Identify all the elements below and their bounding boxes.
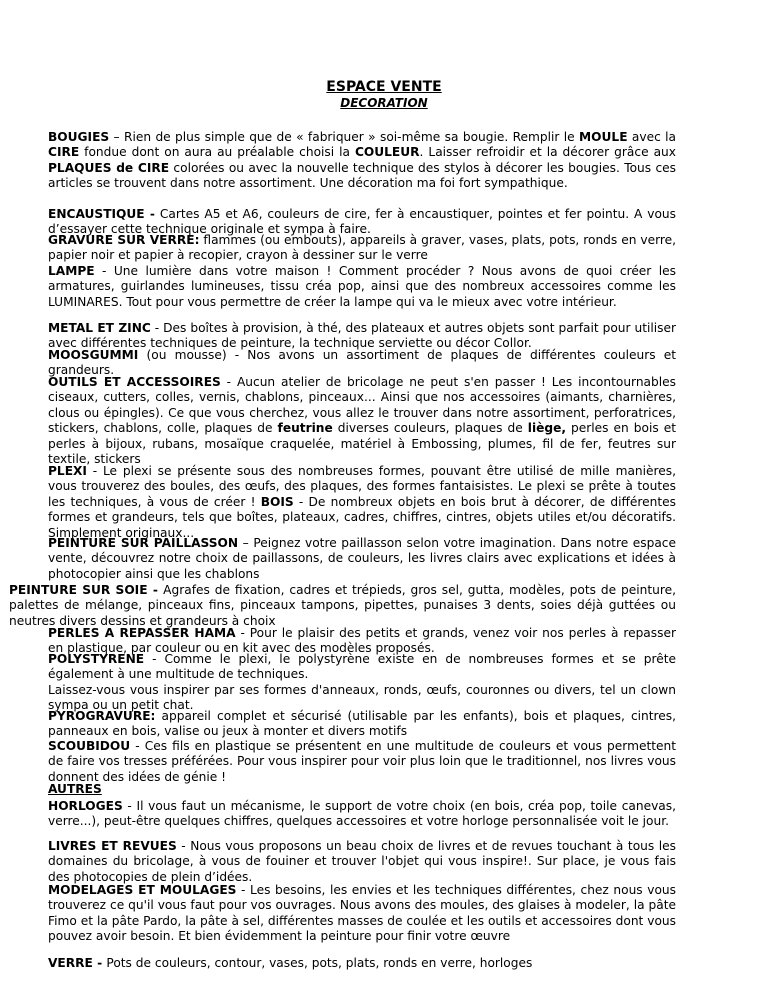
- section-text: - De nombreux objets en bois brut à décorer, de différentes formes et grandeurs, tels que boîtes, plateaux, cadres, chiffres, cintres, objets utiles et/ou décoratifs. Simplement originaux...: [48, 494, 676, 540]
- section-heading: PERLES A REPASSER HAMA: [48, 626, 236, 640]
- section-text: Cartes A5 et A6, couleurs de cire, fer à encaustiquer, pointes et fer pointu. A vous d’essayer cette technique originale et sympa à faire.: [48, 207, 676, 237]
- section-heading: LIVRES ET REVUES: [48, 839, 177, 853]
- section-text: - Des boîtes à provision, à thé, des plateaux et autres objets sont parfait pour utiliser avec différentes techniques de peinture, la technique serviette ou décor Collor.: [48, 321, 676, 351]
- section-verre: [48, 956, 676, 971]
- keyword: feutrine: [277, 421, 333, 436]
- section-text: Laissez-vous vous inspirer par ses formes d'anneaux, ronds, œufs, couronnes ou divers, tel un clown sympa ou un petit chat.: [48, 682, 676, 713]
- section-heading: VERRE -: [48, 956, 107, 970]
- section-autres: [48, 782, 676, 797]
- keyword: MOULE: [579, 130, 628, 144]
- section-heading: MODELAGES ET MOULAGES: [48, 883, 237, 897]
- section-text: avec la: [627, 130, 676, 144]
- section-text: - Les besoins, les envies et les techniques différentes, chez nous vous trouverez ce qu'il vous faut pour vos ouvrages. Nous avons des moules, des glaises à modeler, la pâte Fimo et la pâte Pardo, la pâte à sel, différentes masses de coulée et les outils et accessoires dont vous pouvez avoir besoin. Et bien évidemment la peinture pour finir votre œuvre: [48, 883, 676, 944]
- section-heading: GRAVURE SUR VERRE:: [48, 233, 200, 247]
- section-text: - Ces fils en plastique se présentent en une multitude de couleurs et vous permettent de faire vos tresses préférées. Pour vous inspirer pour voir plus loin que le traditionnel, nos livres vous donnent des idées de génie !: [48, 739, 676, 784]
- section-text: - Pour le plaisir des petits et grands, venez voir nos perles à repasser en plastique, par couleur ou en kit avec des modèles proposés.: [48, 626, 676, 656]
- page-subtitle: DECORATION: [340, 96, 428, 110]
- section-text: - Il vous faut un mécanisme, le support de votre choix (en bois, créa pop, toile canevas, verre...), peut-être quelques chiffres, quelques accessoires et votre horloge personnalisée voit le jour.: [48, 799, 676, 829]
- section-text: . Laisser refroidir et la décorer grâce aux: [419, 145, 676, 160]
- section-text: fondue dont on aura au préalable choisi la: [79, 145, 355, 160]
- page-title: ESPACE VENTE: [326, 79, 442, 95]
- section-pyrogravure: [48, 709, 676, 740]
- keyword: PLAQUES de CIRE: [48, 160, 170, 175]
- section-text: - Une lumière dans votre maison ! Comment procéder ? Nous avons de quoi créer les armatures, guirlandes lumineuses, tissu créa pop, ainsi que des nombreux accessoires comme les LUMINARES. Tout pour vous permettre de créer la lampe qui va le mieux avec votre intérieur.: [48, 264, 676, 309]
- section-livres: [48, 839, 676, 885]
- section-text: (ou mousse) - Nos avons un assortiment de plaques de différentes couleurs et grandeurs.: [48, 348, 676, 378]
- section-heading: MOOSGUMMI: [48, 348, 139, 362]
- section-horloges: [48, 799, 676, 830]
- section-soie: [9, 583, 676, 629]
- section-heading: AUTRES: [48, 782, 102, 796]
- section-heading: BOUGIES: [48, 130, 110, 144]
- keyword: CIRE: [48, 145, 80, 160]
- keyword: COULEUR: [354, 145, 420, 160]
- section-text: colorées ou avec la nouvelle technique des stylos à décorer les bougies. Tous ces articles se trouvent dans notre assortiment. Une décoration ma foi fort sympathique.: [48, 160, 677, 191]
- section-text: diverses couleurs, plaques de: [332, 421, 528, 436]
- section-heading: POLYSTYRENE: [48, 652, 145, 666]
- section-scoubidou: [48, 739, 676, 785]
- section-heading: PLEXI: [48, 464, 87, 478]
- section-heading: OUTILS ET ACCESSOIRES: [48, 375, 221, 389]
- section-heading: LAMPE: [48, 264, 95, 278]
- section-gravure: [48, 233, 676, 264]
- section-polystyrene: [48, 652, 676, 714]
- section-text: perles en bois et perles à bijoux, rubans, mosaïque craquelée, matériel à Embossing, plumes, fil de fer, feutres sur textile, stickers: [48, 421, 677, 467]
- section-bougies: [48, 130, 676, 192]
- section-paillasson: [48, 536, 676, 582]
- section-heading: PEINTURE SUR PAILLASSON: [48, 536, 239, 550]
- section-text: flammes (ou embouts), appareils à graver, vases, plats, pots, ronds en verre, papier noir et papier à recopier, crayon à dessiner sur le verre: [48, 233, 676, 263]
- section-text: – Rien de plus simple que de « fabriquer » soi-même sa bougie. Remplir le: [109, 130, 580, 144]
- section-lampe: [48, 264, 676, 310]
- section-plexi: [48, 464, 676, 541]
- section-text: - Nous vous proposons un beau choix de livres et de revues touchant à tous les domaines du bricolage, à vous de fouiner et trouver l'objet qui vous inspire!. Sur place, je vous fais des photocopies de plein d’idées.: [48, 839, 676, 884]
- section-text: - Le plexi se présente sous des nombreuses formes, pouvant être utilisé de mille manières, vous trouverez des boules, des œufs, des plaques, des formes fantaisistes. Le plexi se prête à toutes les techniques, à vous de créer !: [48, 464, 676, 509]
- section-heading: PEINTURE SUR SOIE -: [9, 583, 164, 597]
- section-heading: METAL ET ZINC: [48, 321, 151, 335]
- section-text: - Comme le plexi, le polystyrène existe en de nombreuses formes et se prête également à une multitude de techniques.: [48, 652, 676, 682]
- section-outils: [48, 375, 676, 468]
- section-heading: SCOUBIDOU: [48, 739, 131, 753]
- section-text: Agrafes de fixation, cadres et trépieds, gros sel, gutta, modèles, pots de peinture, palettes de mélange, pinceaux fins, pinceaux tampons, pipettes, punaises 3 dents, soies déjà guttées ou neutres divers dessins et grandeurs à choix: [9, 583, 676, 628]
- section-heading: PYROGRAVURE:: [48, 709, 156, 723]
- keyword: liège,: [527, 421, 567, 436]
- section-text: Pots de couleurs, contour, vases, pots, plats, ronds en verre, horloges: [106, 956, 533, 970]
- section-text: – Peignez votre paillasson selon votre imagination. Dans notre espace vente, découvrez notre choix de paillassons, de couleurs, les livres clairs avec explications et idées à photocopier ainsi que les chablons: [48, 536, 676, 581]
- section-heading: HORLOGES: [48, 799, 123, 813]
- section-text: appareil complet et sécurisé (utilisable par les enfants), bois et plaques, cintres, panneaux en bois, valise ou jeux à monter et divers motifs: [48, 709, 676, 739]
- section-text: - Aucun atelier de bricolage ne peut s'en passer ! Les incontournables ciseaux, cutters, colles, vernis, chablons, pinceaux... Ainsi que nos accessoires (aimants, charnières, clous ou épingles). Ce que vous cherchez, vous allez le trouver dans notre assortiment, perforatrices, stickers, chablons, colle, plaques de: [48, 375, 676, 436]
- keyword: BOIS: [260, 494, 294, 509]
- section-heading: ENCAUSTIQUE -: [48, 207, 155, 221]
- section-modelages: [48, 883, 676, 945]
